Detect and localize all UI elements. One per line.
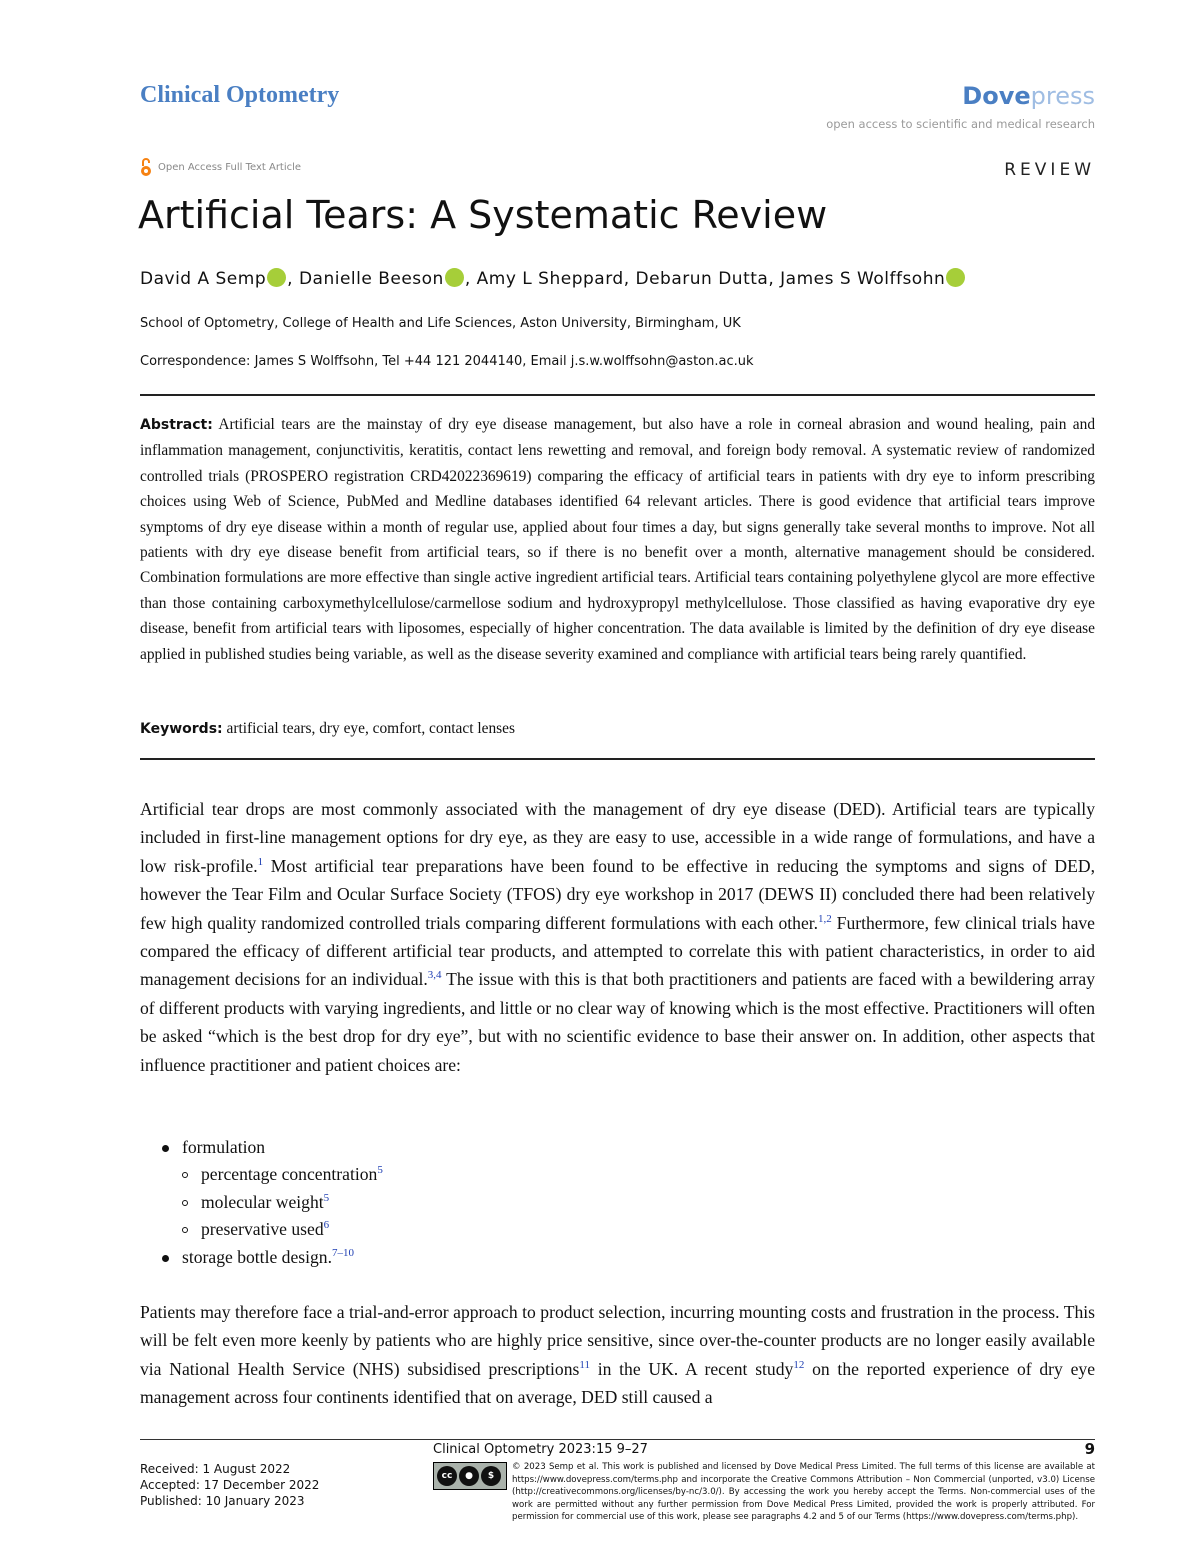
list-item bbox=[160, 1189, 383, 1216]
by-icon: ● bbox=[459, 1466, 479, 1486]
accepted-date: Accepted: 17 December 2022 bbox=[140, 1478, 320, 1492]
list-item-text: formulation bbox=[182, 1137, 266, 1157]
article-dates bbox=[140, 1461, 319, 1509]
article-type: REVIEW bbox=[1004, 160, 1095, 180]
publisher-tagline: open access to scientific and medical research bbox=[826, 117, 1095, 131]
license-text: © 2023 Semp et al. This work is published and licensed by Dove Medical Press Limited. The full terms of this license are available at https://www.dovepress.com/terms.php and incorporate the Creative Commons Attribution – Non Commercial (unported, v3.0) License (http://creativecommons.org/licenses/by-nc/3.0/). By accessing the work you hereby accept the Terms. Non-commercial uses of the work are permitted without any further permission from Dove Medical Press Limited, provided the work is properly attributed. For permission for commercial use of this work, please see paragraphs 4.2 and 5 of our Terms (https://www.dovepress.com/terms.php). bbox=[512, 1462, 1095, 1523]
body-paragraph-1 bbox=[140, 795, 1095, 1079]
list-item-text: preservative used bbox=[201, 1219, 324, 1240]
open-lock-icon bbox=[140, 157, 152, 177]
author-separator: , bbox=[768, 269, 781, 289]
abstract-bottom-rule bbox=[140, 758, 1095, 760]
author-separator: , bbox=[287, 269, 299, 289]
author-name: Danielle Beeson bbox=[298, 269, 444, 289]
abstract-text: Artificial tears are the mainstay of dry eye disease management, but also have a role in corneal abrasion and wound healing, pain and inflammation management, conjunctivitis, keratitis, contact lens rewetting and removal, and foreign body removal. A systematic review of randomized controlled trials (PROSPERO registration CRD42022369619) comparing the efficacy of artificial tears in patients with dry eye to inform prescribing choices using Web of Science, PubMed and Medline databases identified 64 relevant articles. There is good evidence that artificial tears improve symptoms of dry eye disease within a month of regular use, applied about four times a day, but signs generally take several months to improve. Not all patients with dry eye disease benefit from artificial tears, so if there is no benefit over a month, alternative management should be considered. Combination formulations are more effective than single active ingredient artificial tears. Artificial tears containing polyethylene glycol are more effective than those containing carboxymethylcellulose/carmellose sodium and hydroxypropyl methylcellulose. Those classified as having evaporative dry eye disease, benefit from artificial tears with liposomes, especially of higher concentration. The data available is limited by the definition of dry eye disease applied in published studies being variable, as well as the disease severity examined and compliance with artificial tears being rarely quantified. bbox=[140, 416, 1096, 663]
body-text: Artificial tear drops are most commonly associated with the management of dry eye disease (DED). Artificial tears are typically included in first-line management options for dry eye, as they are easy to use, accessible in a wide range of formulations, and have a low risk-profile. bbox=[140, 799, 1095, 876]
list-item-text: storage bottle design. bbox=[182, 1246, 333, 1267]
reference-link[interactable]: 5 bbox=[377, 1164, 383, 1177]
list-item bbox=[160, 1161, 383, 1188]
affiliation: School of Optometry, College of Health and Life Sciences, Aston University, Birmingham, UK bbox=[140, 316, 741, 331]
body-text: Most artificial tear preparations have been found to be effective in reducing the symptoms and signs of DED, however the Tear Film and Ocular Surface Society (TFOS) dry eye workshop in 2017 (DEWS II) concluded there had been relatively few high quality randomized controlled trials comparing different formulations with each other. bbox=[140, 855, 1095, 933]
bullet-icon bbox=[162, 1145, 169, 1152]
creative-commons-by-nc-icon[interactable] bbox=[433, 1462, 507, 1490]
abstract-top-rule bbox=[140, 394, 1095, 396]
body-text: on the reported experience of dry eye management across four continents identified that on average, DED still caused a bbox=[140, 1358, 1096, 1408]
list-item-text: molecular weight bbox=[201, 1191, 324, 1212]
open-access-badge bbox=[140, 157, 301, 177]
bullet-list bbox=[160, 1134, 383, 1271]
orcid-icon[interactable] bbox=[445, 268, 464, 287]
list-item bbox=[160, 1134, 383, 1161]
body-paragraph-2 bbox=[140, 1298, 1095, 1412]
cc-icon: cc bbox=[437, 1466, 457, 1486]
open-access-label: Open Access Full Text Article bbox=[158, 161, 302, 173]
author-name: James S Wolffsohn bbox=[780, 269, 946, 289]
publisher-logo-dove: Dove bbox=[962, 82, 1031, 110]
article-title: Artificial Tears: A Systematic Review bbox=[138, 193, 828, 237]
abstract-label: Abstract: bbox=[140, 417, 213, 433]
publisher-logo-press: press bbox=[1030, 82, 1095, 110]
keywords-text: artificial tears, dry eye, comfort, contact lenses bbox=[226, 720, 515, 737]
author-name: Debarun Dutta bbox=[635, 269, 769, 289]
reference-link[interactable]: 3,4 bbox=[427, 969, 442, 982]
footer-citation: Clinical Optometry 2023:15 9–27 bbox=[433, 1442, 648, 1457]
orcid-icon[interactable] bbox=[946, 268, 965, 287]
hollow-bullet-icon bbox=[182, 1172, 188, 1178]
correspondence: Correspondence: James S Wolffsohn, Tel +44 121 2044140, Email j.s.w.wolffsohn@aston.ac.uk bbox=[140, 354, 754, 369]
reference-link[interactable]: 1 bbox=[257, 855, 264, 868]
reference-link[interactable]: 7–10 bbox=[332, 1246, 355, 1259]
body-text: Furthermore, few clinical trials have compared the efficacy of different artificial tear products, and attempted to correlate this with patient characteristics, in order to aid management decisions for an individual. bbox=[140, 912, 1095, 990]
nc-icon: $ bbox=[481, 1466, 501, 1486]
keywords bbox=[140, 716, 515, 742]
author-name: Amy L Sheppard bbox=[476, 269, 624, 289]
hollow-bullet-icon bbox=[182, 1227, 188, 1233]
body-text: The issue with this is that both practitioners and patients are faced with a bewildering array of different products with varying ingredients, and little or no clear way of knowing which is the most effective. Practitioners will often be asked “which is the best drop for dry eye”, but with no scientific evidence to base their answer on. In addition, other aspects that influence practitioner and patient choices are: bbox=[140, 969, 1095, 1075]
reference-link[interactable]: 1,2 bbox=[818, 912, 832, 925]
list-item-text: percentage concentration bbox=[201, 1164, 378, 1185]
bullet-icon bbox=[162, 1255, 169, 1262]
body-text: in the UK. A recent study bbox=[589, 1358, 794, 1379]
publisher-logo bbox=[962, 82, 1095, 110]
reference-link[interactable]: 6 bbox=[323, 1219, 330, 1232]
hollow-bullet-icon bbox=[182, 1200, 188, 1206]
keywords-label: Keywords: bbox=[140, 721, 223, 737]
author-list bbox=[140, 268, 966, 289]
list-item bbox=[160, 1244, 383, 1271]
reference-link[interactable]: 11 bbox=[579, 1358, 590, 1371]
reference-link[interactable]: 5 bbox=[323, 1191, 330, 1204]
body-text: Patients may therefore face a trial-and-error approach to product selection, incurring mounting costs and frustration in the process. This will be felt even more keenly by patients who are highly price sensitive, since over-the-counter products are no longer easily available via National Health Service (NHS) subsidised prescriptions bbox=[140, 1302, 1095, 1379]
author-separator: , bbox=[623, 269, 636, 289]
received-date: Received: 1 August 2022 bbox=[140, 1462, 291, 1476]
footer-rule bbox=[140, 1439, 1095, 1440]
author-name: David A Semp bbox=[140, 269, 267, 289]
reference-link[interactable]: 12 bbox=[793, 1358, 805, 1371]
published-date: Published: 10 January 2023 bbox=[140, 1494, 305, 1508]
journal-name: Clinical Optometry bbox=[140, 82, 340, 108]
orcid-icon[interactable] bbox=[267, 268, 286, 287]
page-number: 9 bbox=[1084, 1440, 1095, 1458]
abstract bbox=[140, 412, 1095, 667]
list-item bbox=[160, 1216, 383, 1243]
author-separator: , bbox=[464, 269, 477, 289]
